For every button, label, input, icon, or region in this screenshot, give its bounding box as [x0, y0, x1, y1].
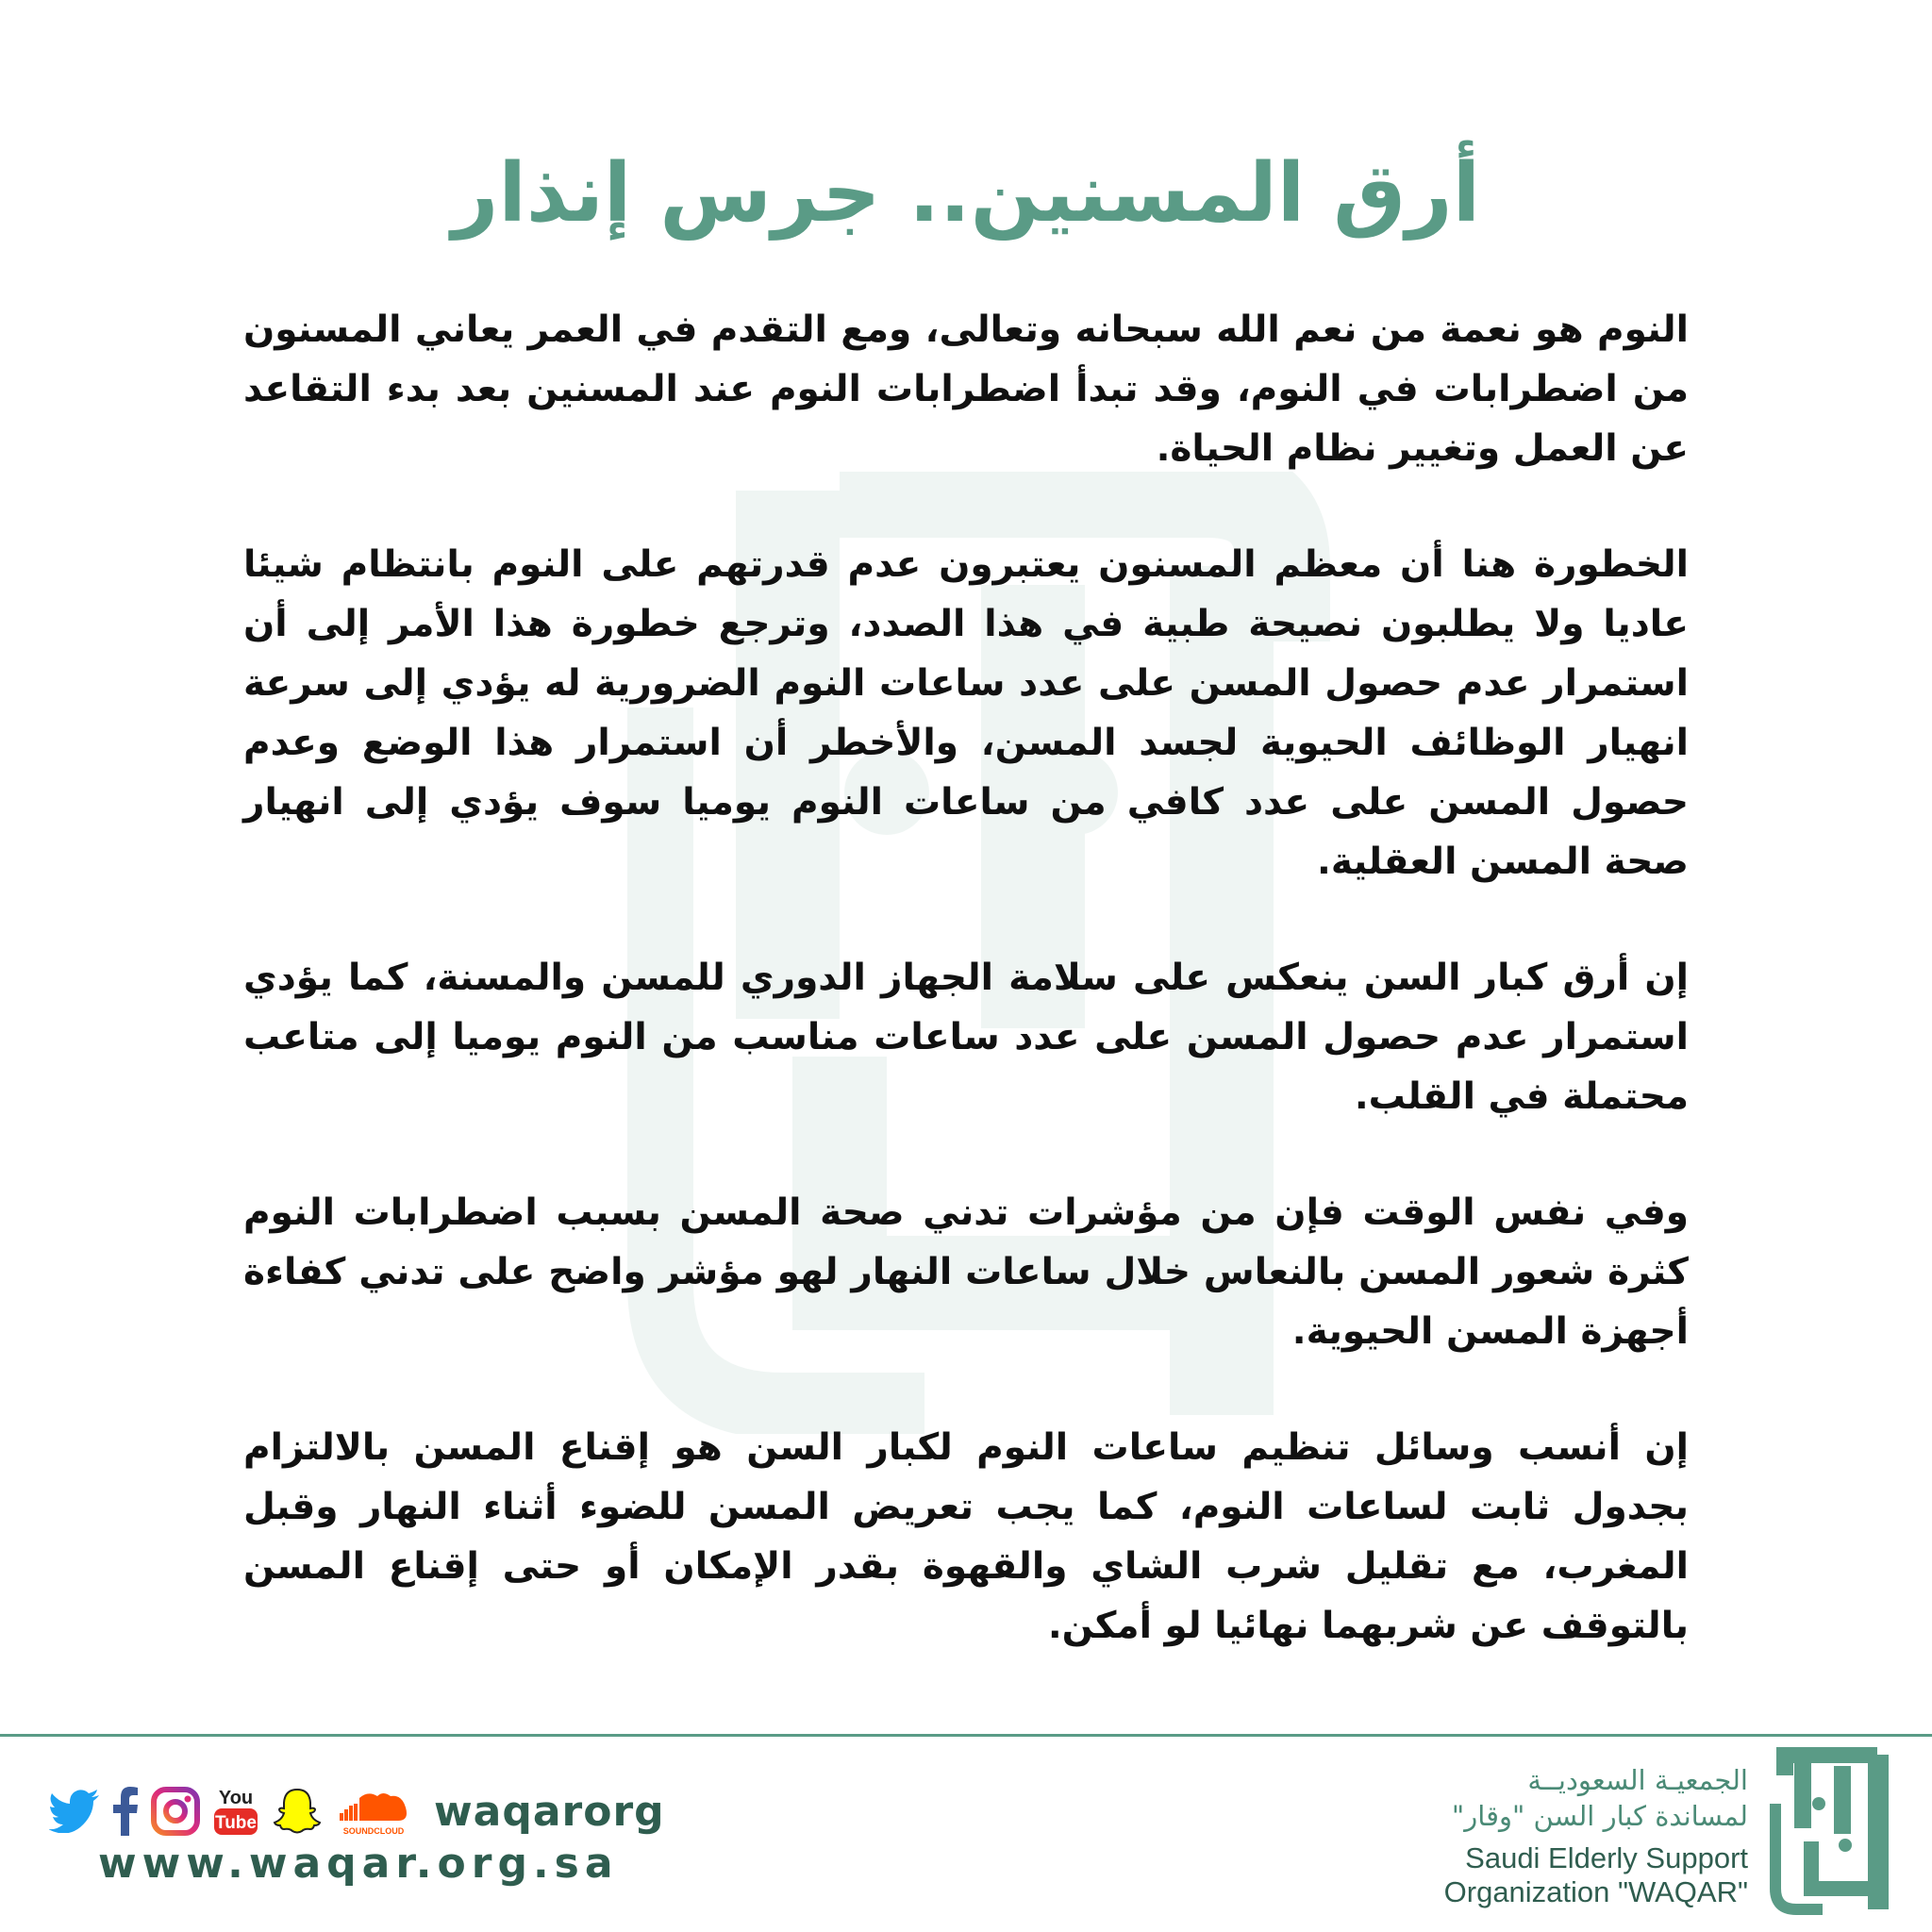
website-link[interactable]: www.waqar.org.sa	[98, 1840, 619, 1888]
soundcloud-icon[interactable]	[336, 1785, 411, 1838]
page-title: أرق المسنين.. جرس إنذار	[451, 146, 1481, 241]
facebook-icon[interactable]	[113, 1787, 138, 1836]
organization-name	[1444, 1762, 1748, 1909]
snapchat-icon[interactable]	[272, 1786, 323, 1837]
social-links	[49, 1774, 665, 1849]
org-name-ar-line2: لمساندة كبار السن "وقار"	[1451, 1800, 1748, 1832]
article-paragraph: النوم هو نعمة من نعم الله سبحانه وتعالى، ومع التقدم في العمر يعاني المسنون من اضطرابات في النوم، وقد تبدأ اضطرابات النوم عند المسنين بعد بدء التقاعد عن العمل وتغيير نظام الحياة.	[243, 308, 1689, 470]
org-name-ar-line1: الجمعيـة السعوديــة	[1527, 1764, 1748, 1796]
footer-divider	[0, 1734, 1932, 1737]
instagram-icon[interactable]	[151, 1787, 200, 1836]
article-paragraph: وفي نفس الوقت فإن من مؤشرات تدني صحة المسن بسبب اضطرابات النوم كثرة شعور المسن بالنعاس خلال ساعات النهار لهو مؤشر واضح على تدني كفاءة أجهزة المسن الحيوية.	[243, 1191, 1689, 1353]
article-paragraph: إن أرق كبار السن ينعكس على سلامة الجهاز الدوري للمسن والمسنة، كما يؤدي استمرار عدم حصول المسن على عدد ساعات مناسب من النوم يوميا إلى متاعب محتملة في القلب.	[243, 957, 1689, 1118]
youtube-label-bottom: Tube	[215, 1813, 257, 1833]
waqar-logo-icon	[1766, 1747, 1898, 1917]
org-name-en-line2: Organization "WAQAR"	[1443, 1875, 1748, 1908]
article-body	[243, 300, 1689, 1712]
youtube-icon[interactable]	[213, 1785, 258, 1838]
soundcloud-label: SOUNDCLOUD	[342, 1826, 405, 1836]
article-paragraph: الخطورة هنا أن معظم المسنون يعتبرون عدم قدرتهم على النوم بانتظام شيئا عاديا ولا يطلبون نصيحة طبية في هذا الصدد، وترجع خطورة هذا الأمر إلى أن استمرار عدم حصول المسن على عدد ساعات النوم الضرورية له يؤدي إلى سرعة انهيار الوظائف الحيوية لجسد المسن، والأخطر أن استمرار هذا الوضع وعدم حصول المسن على عدد كافي من ساعات النوم يوميا سوف يؤدي إلى انهيار صحة المسن العقلية.	[243, 543, 1689, 883]
youtube-label-top: You	[218, 1788, 254, 1808]
article-paragraph: إن أنسب وسائل تنظيم ساعات النوم لكبار السن هو إقناع المسن بالالتزام بجدول ثابت لساعات النوم، كما يجب تعريض المسن للضوء أثناء النهار وقبل المغرب، مع تقليل شرب الشاي والقهوة بقدر الإمكان أو حتى إقناع المسن بالتوقف عن شربهما نهائيا لو أمكن.	[243, 1426, 1689, 1647]
twitter-icon[interactable]	[49, 1790, 100, 1833]
social-handle[interactable]: waqarorg	[434, 1787, 665, 1836]
org-name-en-line1: Saudi Elderly Support	[1465, 1841, 1748, 1874]
